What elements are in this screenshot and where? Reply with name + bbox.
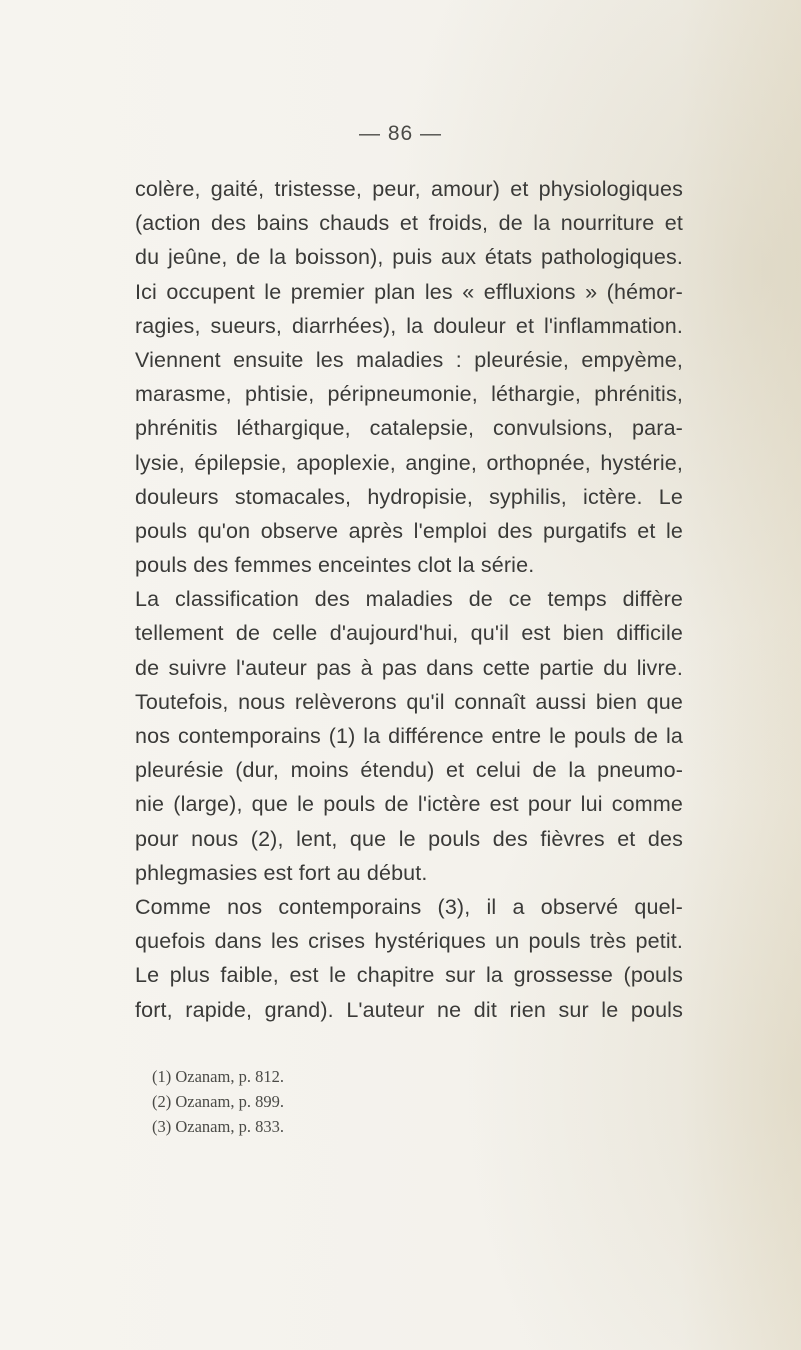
text-line: tellement de celle d'aujourd'hui, qu'il est bien difficile <box>135 621 683 646</box>
text-line: phrénitis léthargique, catalepsie, convulsions, para- <box>135 416 683 441</box>
body-text <box>135 172 683 1027</box>
text-line: colère, gaité, tristesse, peur, amour) et physiologiques <box>135 177 683 201</box>
text-line: pour nous (2), lent, que le pouls des fièvres et des <box>135 826 683 851</box>
text-line: pleurésie (dur, moins étendu) et celui de la pneumo- <box>135 758 683 783</box>
text-line: nie (large), que le pouls de l'ictère est pour lui comme <box>135 792 683 817</box>
text-line: (action des bains chauds et froids, de la nourriture et <box>135 211 683 236</box>
text-line: Viennent ensuite les maladies : pleurésie, empyème, <box>135 347 683 372</box>
footnote: (1) Ozanam, p. 812. <box>152 1067 284 1086</box>
text-line: du jeûne, de la boisson), puis aux états pathologiques. <box>135 245 683 270</box>
footnotes <box>152 1064 284 1139</box>
text-line: Ici occupent le premier plan les « effluxions » (hémor- <box>135 279 683 304</box>
page-number: — 86 — <box>358 122 443 145</box>
text-line: quefois dans les crises hystériques un pouls très petit. <box>135 929 683 954</box>
text-line: lysie, épilepsie, apoplexie, angine, orthopnée, hystérie, <box>135 450 683 475</box>
text-line: marasme, phtisie, péripneumonie, léthargie, phrénitis, <box>135 382 683 407</box>
text-line: pouls qu'on observe après l'emploi des purgatifs et le <box>135 518 683 543</box>
footnote: (2) Ozanam, p. 899. <box>152 1092 284 1111</box>
text-line: nos contemporains (1) la différence entre le pouls de la <box>135 724 683 748</box>
text-line: La classification des maladies de ce temps diffère <box>135 587 683 612</box>
text-line: fort, rapide, grand). L'auteur ne dit rien sur le pouls <box>135 997 683 1022</box>
text-line: ragies, sueurs, diarrhées), la douleur et l'inflammation. <box>135 313 683 338</box>
footnote: (3) Ozanam, p. 833. <box>152 1117 284 1136</box>
text-line: Comme nos contemporains (3), il a observé quel- <box>135 894 683 919</box>
text-line: phlegmasies est fort au début. <box>135 860 428 885</box>
text-line: Le plus faible, est le chapitre sur la grossesse (pouls <box>135 963 683 988</box>
text-line: de suivre l'auteur pas à pas dans cette partie du livre. <box>135 655 683 680</box>
text-line: douleurs stomacales, hydropisie, syphilis, ictère. Le <box>135 484 683 509</box>
text-line: pouls des femmes enceintes clot la série. <box>135 553 535 578</box>
text-line: Toutefois, nous relèverons qu'il connaît aussi bien que <box>135 689 683 714</box>
